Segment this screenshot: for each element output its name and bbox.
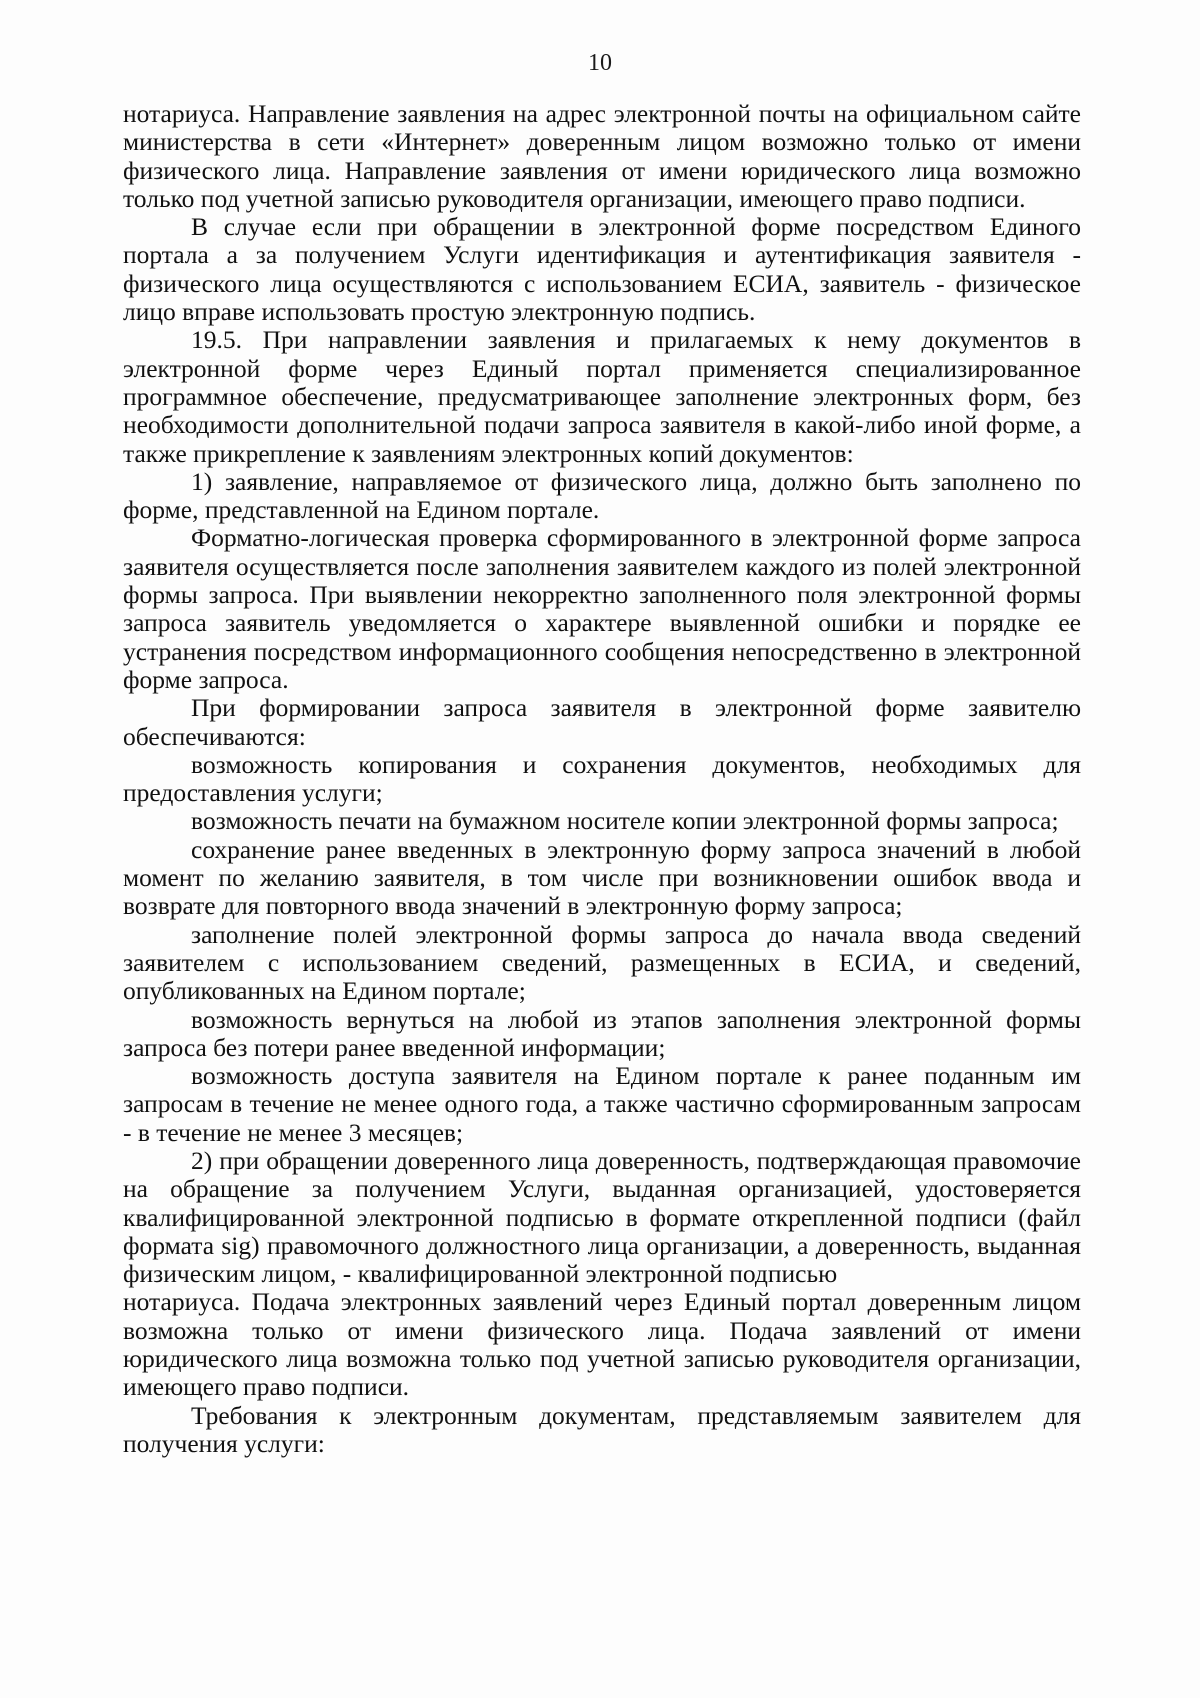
paragraph-notary-portal: нотариуса. Подача электронных заявлений через Единый портал доверенным лицом возможна только от имени физического лица. Подача заявлений от имени юридического лица возможна только под учетной записью руководителя организации, имеющего право подписи. [123, 1287, 1081, 1402]
paragraph-print: возможность печати на бумажном носителе копии электронной формы запроса; [191, 806, 1059, 836]
page-number: 10 [588, 50, 612, 76]
paragraph-fill-fields: заполнение полей электронной формы запроса до начала ввода сведений заявителем с использованием сведений, размещенных в ЕСИА, и сведений, опубликованных на Едином портале; [123, 919, 1081, 1006]
paragraph-provided-features: При формировании запроса заявителя в электронной форме заявителю обеспечиваются: [123, 693, 1081, 751]
paragraph-access-requests: возможность доступа заявителя на Едином портале к ранее поданным им запросам в течение не менее одного года, а также частично сформированным запросам - в течение не менее 3 месяцев; [123, 1061, 1081, 1147]
paragraph-copy-save: возможность копирования и сохранения документов, необходимых для предоставления услуги; [123, 749, 1081, 808]
paragraph-format-check: Форматно-логическая проверка сформированного в электронной форме запроса заявителя осуществляется после заполнения заявителем каждого из полей электронной формы запроса. При выявлении некорректно заполненного поля электронной формы запроса заявитель уведомляется о характере выявленной ошибки и порядке ее устранения посредством информационного сообщения непосредственно в электронной форме запроса. [123, 523, 1081, 694]
paragraph-save-values: сохранение ранее введенных в электронную форму запроса значений в любой момент по желанию заявителя, в том числе при возникновении ошибок ввода и возврате для повторного ввода значений в электронную форму запроса; [123, 834, 1081, 921]
paragraph-requirements: Требования к электронным документам, представляемым заявителем для получения услуги: [123, 1400, 1081, 1458]
paragraph-item-1: 1) заявление, направляемое от физического лица, должно быть заполнено по форме, представленной на Едином портале. [123, 466, 1081, 525]
paragraph-esia-signature: В случае если при обращении в электронной форме посредством Единого портала а за получением Услуги идентификация и аутентификация заявителя - физического лица осуществляются с использованием ЕСИА, заявитель - физическое лицо вправе использовать простую электронную подпись. [123, 212, 1081, 327]
paragraph-19-5: 19.5. При направлении заявления и прилагаемых к нему документов в электронной форме через Единый портал применяется специализированное программное обеспечение, предусматривающее заполнение электронных форм, без необходимости дополнительной подачи запроса заявителя в какой-либо иной форме, а также прикрепление к заявлениям электронных копий документов: [123, 325, 1081, 468]
document-body [123, 100, 1081, 1458]
paragraph-item-2: 2) при обращении доверенного лица доверенность, подтверждающая правомочие на обращение за получением Услуги, выданная организацией, удостоверяется квалифицированной электронной подписью в формате открепленной подписи (файл формата sig) правомочного должностного лица организации, а доверенность, выданная физическим лицом, - квалифицированной электронной подписью [123, 1145, 1081, 1289]
paragraph-return-step: возможность вернуться на любой из этапов заполнения электронной формы запроса без потери ранее введенной информации; [123, 1004, 1081, 1062]
paragraph-notary-email: нотариуса. Направление заявления на адрес электронной почты на официальном сайте министерства в сети «Интернет» доверенным лицом возможно только от имени физического лица. Направление заявления от имени юридического лица возможно только под учетной записью руководителя организации, имеющего право подписи. [123, 99, 1081, 213]
